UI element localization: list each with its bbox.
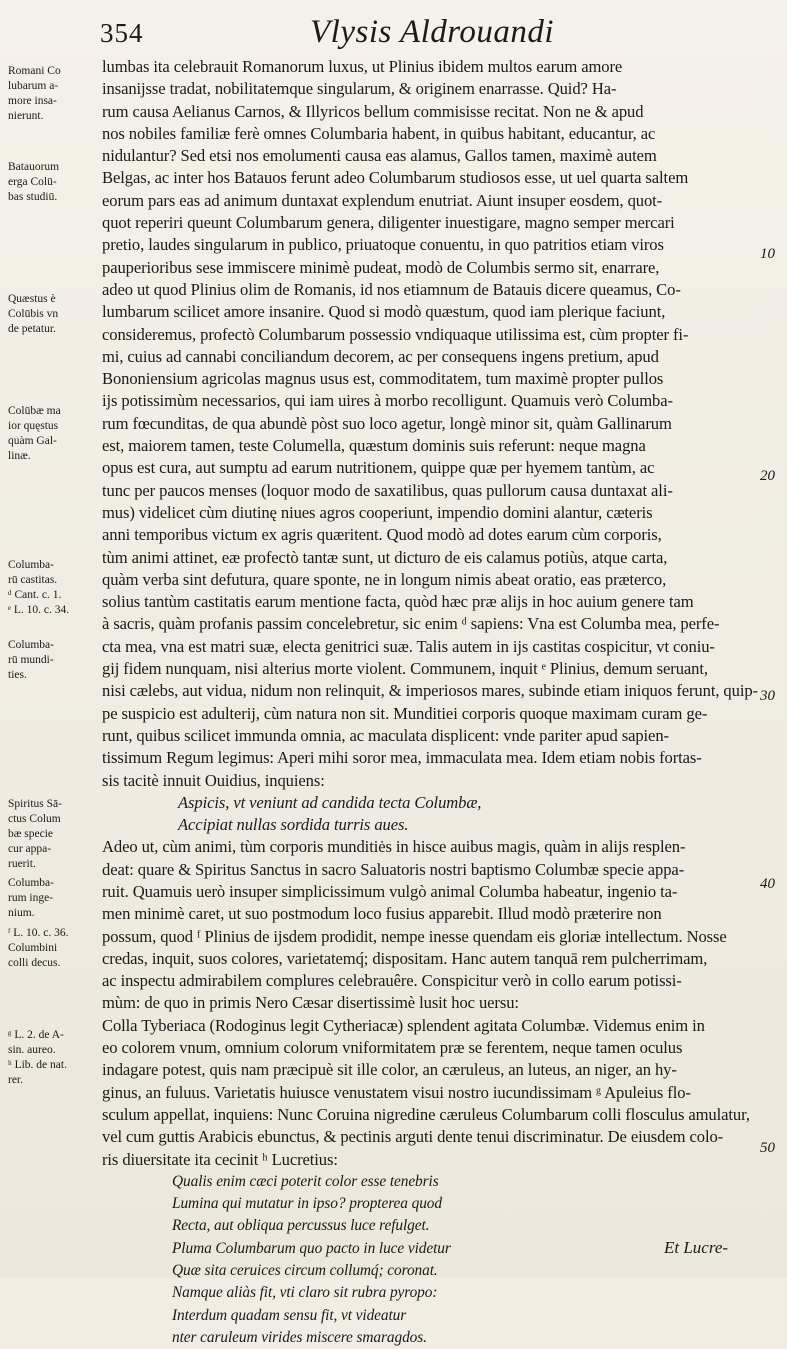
text-line: à sacris, quàm profanis passim concelebretur, sic enim ᵈ sapiens: Vna est Columba mea, perfe-: [102, 614, 720, 634]
margin-note: [8, 558, 100, 618]
margin-note-line: nierunt.: [8, 110, 44, 122]
text-line: quàm verba sint defutura, quare sponte, ne in longum nimis abeat oratio, eas præterco,: [102, 569, 667, 589]
text-line: mùm: de quo in primis Nero Cæsar disertissimè lusit hoc uersu:: [102, 993, 519, 1013]
line-number: 10: [760, 246, 775, 262]
margin-note-line: rū castitas.: [8, 574, 58, 586]
text-line: tunc per paucos menses (loquor modo de saxatilibus, quas pullorum causa duntaxat ali-: [102, 480, 673, 500]
margin-note: [8, 797, 100, 872]
text-line: mi, cuius ad cannabi conciliandum decorem, ac per consequens ingens pretium, apud: [102, 346, 659, 366]
text-line: pe suspicio est adulterij, cùm natura non sit. Munditiei corporis quoque maximam curam ge-: [102, 703, 708, 723]
margin-note-line: rum inge-: [8, 892, 54, 904]
margin-note-line: ior quęstus: [8, 420, 59, 432]
margin-notes: [8, 0, 100, 1278]
margin-note-line: bas studiū.: [8, 191, 58, 203]
running-head: Vlysis Aldrouandi: [310, 14, 555, 50]
margin-note-line: de petatur.: [8, 323, 56, 335]
text-line: Colla Tyberiaca (Rodoginus legit Cytheriacæ) splendent agitata Columbæ. Videmus enim in: [102, 1015, 705, 1035]
text-line: rum fœcunditas, de qua abundè pòst suo loco agetur, longè minor sit, quàm Gallinarum: [102, 413, 672, 433]
text-line: solius tantùm castitatis earum mentione facta, quòd hæc præ alijs in hoc auium genere tam: [102, 592, 694, 612]
main-text: [102, 56, 766, 1349]
page-header: [0, 8, 787, 54]
text-line: consideremus, profectò Columbarum possessio vndiquaque utilissima est, cùm propter fi-: [102, 324, 689, 344]
text-line: ris diuersitate ita cecinit ʰ Lucretius:: [102, 1149, 338, 1169]
page-number: 354: [100, 18, 144, 48]
text-line: vel cum guttis Arabicis ebunctus, & pectinis arguti dente tenui discriminatur. De eiusdem colo-: [102, 1127, 724, 1147]
text-line: tùm animi attinet, eæ profectò tantæ sunt, ut dicturo de eis calamus potiùs, atque carta,: [102, 547, 668, 567]
text-line: Belgas, ac inter hos Batauos ferunt adeo Columbarum studiosos esse, ut uel quarta saltem: [102, 168, 689, 188]
margin-note-line: Columba-: [8, 877, 54, 889]
text-line: credas, inquit, suos colores, varietatemq́; dispositam. Hanc autem tanquā rem pulcherrimam,: [102, 948, 708, 968]
text-line: eorum pars eas ad animum duntaxat explendum enutriat. Aiunt insuper eosdem, quot-: [102, 190, 663, 210]
text-line: tissimum Regum legimus: Aperi mihi soror mea, immaculata mea. Idem etiam nobis fortas-: [102, 748, 702, 768]
text-line: quot reperiri queunt Columbarum genera, diligenter inuestigare, magno semper mercari: [102, 213, 675, 233]
text-line: opus est cura, aut sumptu ad earum nutritionem, quippe quæ per hyemem tantùm, ac: [102, 458, 655, 478]
verse-line: nter caruleum virides miscere smaragdos.: [172, 1328, 427, 1346]
margin-note-line: Romani Co: [8, 65, 61, 77]
margin-note-line: ᵈ Cant. c. 1.: [8, 589, 62, 601]
margin-note-line: sin. aureo.: [8, 1044, 56, 1056]
line-number: 50: [760, 1140, 775, 1156]
text-line: sis tacitè innuit Ouidius, inquiens:: [102, 770, 325, 790]
text-line: gij fidem nunquam, nisi alterius morte violent. Communem, inquit ᵉ Plinius, demum seruant,: [102, 659, 708, 679]
margin-note-line: ᵉ L. 10. c. 34.: [8, 604, 70, 616]
text-line: Bononiensium agricolas magnus usus est, commoditatem, tum maximè propter pullos: [102, 369, 664, 389]
text-line: mus) videlicet cùm diutinę niues agros cooperiunt, impendio domini alantur, cæteris: [102, 502, 653, 522]
margin-note-line: Columbini: [8, 942, 58, 954]
margin-note-line: erga Colū-: [8, 176, 57, 188]
text-line: nisi cælebs, aut vidua, nidum non relinquit, & imperiosos mares, subinde etiam iniquos ferunt, quip-: [102, 681, 758, 701]
text-line: nos nobiles familiæ ferè omnes Columbaria habent, in quibus habitant, educantur, ac: [102, 123, 656, 143]
margin-note-line: linæ.: [8, 450, 31, 462]
verse-line: Namque aliàs fit, vti claro sit rubra pyropo:: [172, 1284, 438, 1302]
text-line: Adeo ut, cùm animi, tùm corporis munditiės in hisce auibus magis, quàm in alijs resplen-: [102, 837, 686, 857]
margin-note-line: Quæstus è: [8, 293, 56, 305]
margin-note: [8, 1028, 100, 1088]
text-line: ruit. Quamuis uerò insuper simplicissimum vulgò animal Columba habeatur, ingenio ta-: [102, 881, 678, 901]
text-line: lumbas ita celebrauit Romanorum luxus, ut Plinius ibidem multos earum amore: [102, 57, 623, 76]
verse-line: Recta, aut obliqua percussus luce refulget.: [172, 1217, 430, 1235]
catchword: Et Lucre-: [664, 1238, 729, 1257]
margin-note-line: Colūbæ ma: [8, 405, 61, 417]
text-line: ijs potissimùm necessarios, qui iam uires à morbo recolligunt. Quamuis verò Columba-: [102, 391, 673, 411]
margin-note-line: bæ specie: [8, 828, 54, 840]
text-line: nidulantur? Sed etsi nos emolumenti causa eas alamus, Gallos tamen, maximè autem: [102, 146, 657, 166]
margin-note-line: rū mundi-: [8, 654, 54, 666]
text-line: possum, quod ᶠ Plinius de ijsdem prodidit, nempe inesse quendam eis gloriæ intellectum. Nosse: [102, 926, 727, 946]
text-line: insanijsse tradat, nobilitatemque singularum, & originem enarrasse. Quid? Ha-: [102, 79, 617, 99]
text-line: lumbarum scilicet amore insanire. Quod si modò quæstum, quod iam plerique faciunt,: [102, 302, 666, 322]
verse-line: Quæ sita ceruices circum collumq́; coronat.: [172, 1262, 438, 1280]
verse-line: Accipiat nullas sordida turris aues.: [178, 815, 409, 835]
margin-note-line: lubarum a-: [8, 80, 59, 92]
margin-note-line: Spiritus Sā-: [8, 798, 62, 810]
margin-note-line: Batauorum: [8, 161, 60, 173]
text-line: est, maiorem tamen, teste Columella, quæstum dominis suis referunt: neque magna: [102, 436, 646, 456]
text-line: adeo ut quod Plinius olim de Romanis, id nos etiamnum de Batauis dicere queamus, Co-: [102, 279, 681, 299]
margin-note-line: ties.: [8, 669, 27, 681]
margin-note: [8, 404, 100, 464]
margin-note-line: Columba-: [8, 559, 54, 571]
verse-line: Qualis enim cæci poterit color esse tenebris: [172, 1172, 439, 1190]
margin-note-line: nium.: [8, 907, 35, 919]
margin-note-line: rer.: [8, 1074, 24, 1086]
text-line: rum causa Aelianus Carnos, & Illyricos bellum commisisse recitat. Non ne & apud: [102, 101, 644, 121]
text-line: ac inspectu admirabilem complures celebrauêre. Conspicitur verò in collo earum potissi-: [102, 971, 682, 991]
margin-note-line: cur appa-: [8, 843, 52, 855]
margin-note-line: ᶠ L. 10. c. 36.: [8, 927, 69, 939]
verse-line: Lumina qui mutatur in ipso? propterea quod: [172, 1195, 442, 1213]
text-line: indagare potest, quis nam præcipuè sit ille color, an cæruleus, an luteus, an niger, an hy-: [102, 1060, 677, 1080]
margin-note-line: ᵍ L. 2. de A-: [8, 1029, 64, 1041]
line-number: 30: [760, 688, 775, 704]
text-line: runt, quibus scilicet immunda omnia, ac maculata displicent: vnde pariter apud sapien-: [102, 725, 669, 745]
margin-note-line: ʰ Lib. de nat.: [8, 1059, 67, 1071]
margin-note-line: colli decus.: [8, 957, 61, 969]
text-line: cta mea, vna est matri suæ, electa genitrici suæ. Talis autem in ijs castitas cospicitur, vt coniu-: [102, 636, 715, 656]
margin-note-line: Colūbis vn: [8, 308, 59, 320]
text-line: sculum appellat, inquiens: Nunc Coruina nigredine cæruleus Columbarum colli flosculus amulatur,: [102, 1104, 750, 1124]
margin-note-line: quàm Gal-: [8, 435, 57, 447]
text-line: deat: quare & Spiritus Sanctus in sacro Saluatoris nostri baptismo Columbæ specie appa-: [102, 859, 685, 879]
text-line: men minimè caret, ut suo postmodum loco fusius apparebit. Illud modò præterire non: [102, 904, 662, 924]
verse-line: Interdum quadam sensu fit, vt videatur: [172, 1306, 407, 1324]
margin-note: [8, 292, 100, 337]
margin-note: [8, 160, 100, 205]
margin-note-line: ruerit.: [8, 858, 36, 870]
verse-line: Pluma Columbarum quo pacto in luce videtur: [172, 1239, 451, 1257]
text-line: pauperioribus sese immiscere minimè pudeat, modò de Columbis sermo sit, enarrare,: [102, 257, 660, 277]
text-line: eo colorem vnum, omnium colorum vniformitatem præ se ferentem, neque tamen oculus: [102, 1038, 683, 1058]
verse-line: Aspicis, vt veniunt ad candida tecta Columbæ,: [178, 792, 482, 812]
text-line: pretio, laudes singularum in publico, priuatoque conuentu, in quo patritios etiam viros: [102, 235, 664, 255]
margin-note-line: ctus Colum: [8, 813, 61, 825]
line-number: 40: [760, 876, 775, 892]
margin-note: [8, 64, 100, 124]
line-number-column: [760, 0, 787, 1278]
margin-note-line: Columba-: [8, 639, 54, 651]
margin-note: [8, 926, 100, 971]
margin-note: [8, 876, 100, 921]
line-number: 20: [760, 468, 775, 484]
text-line: ginus, an fuluus. Varietatis huiusce venustatem visui nostro iucundissimam ᵍ Apuleius flo-: [102, 1082, 691, 1102]
margin-note-line: more insa-: [8, 95, 57, 107]
text-line: anni temporibus victum ex agris quæritent. Quod modò ad dotes earum cùm corporis,: [102, 525, 662, 545]
margin-note: [8, 638, 100, 683]
